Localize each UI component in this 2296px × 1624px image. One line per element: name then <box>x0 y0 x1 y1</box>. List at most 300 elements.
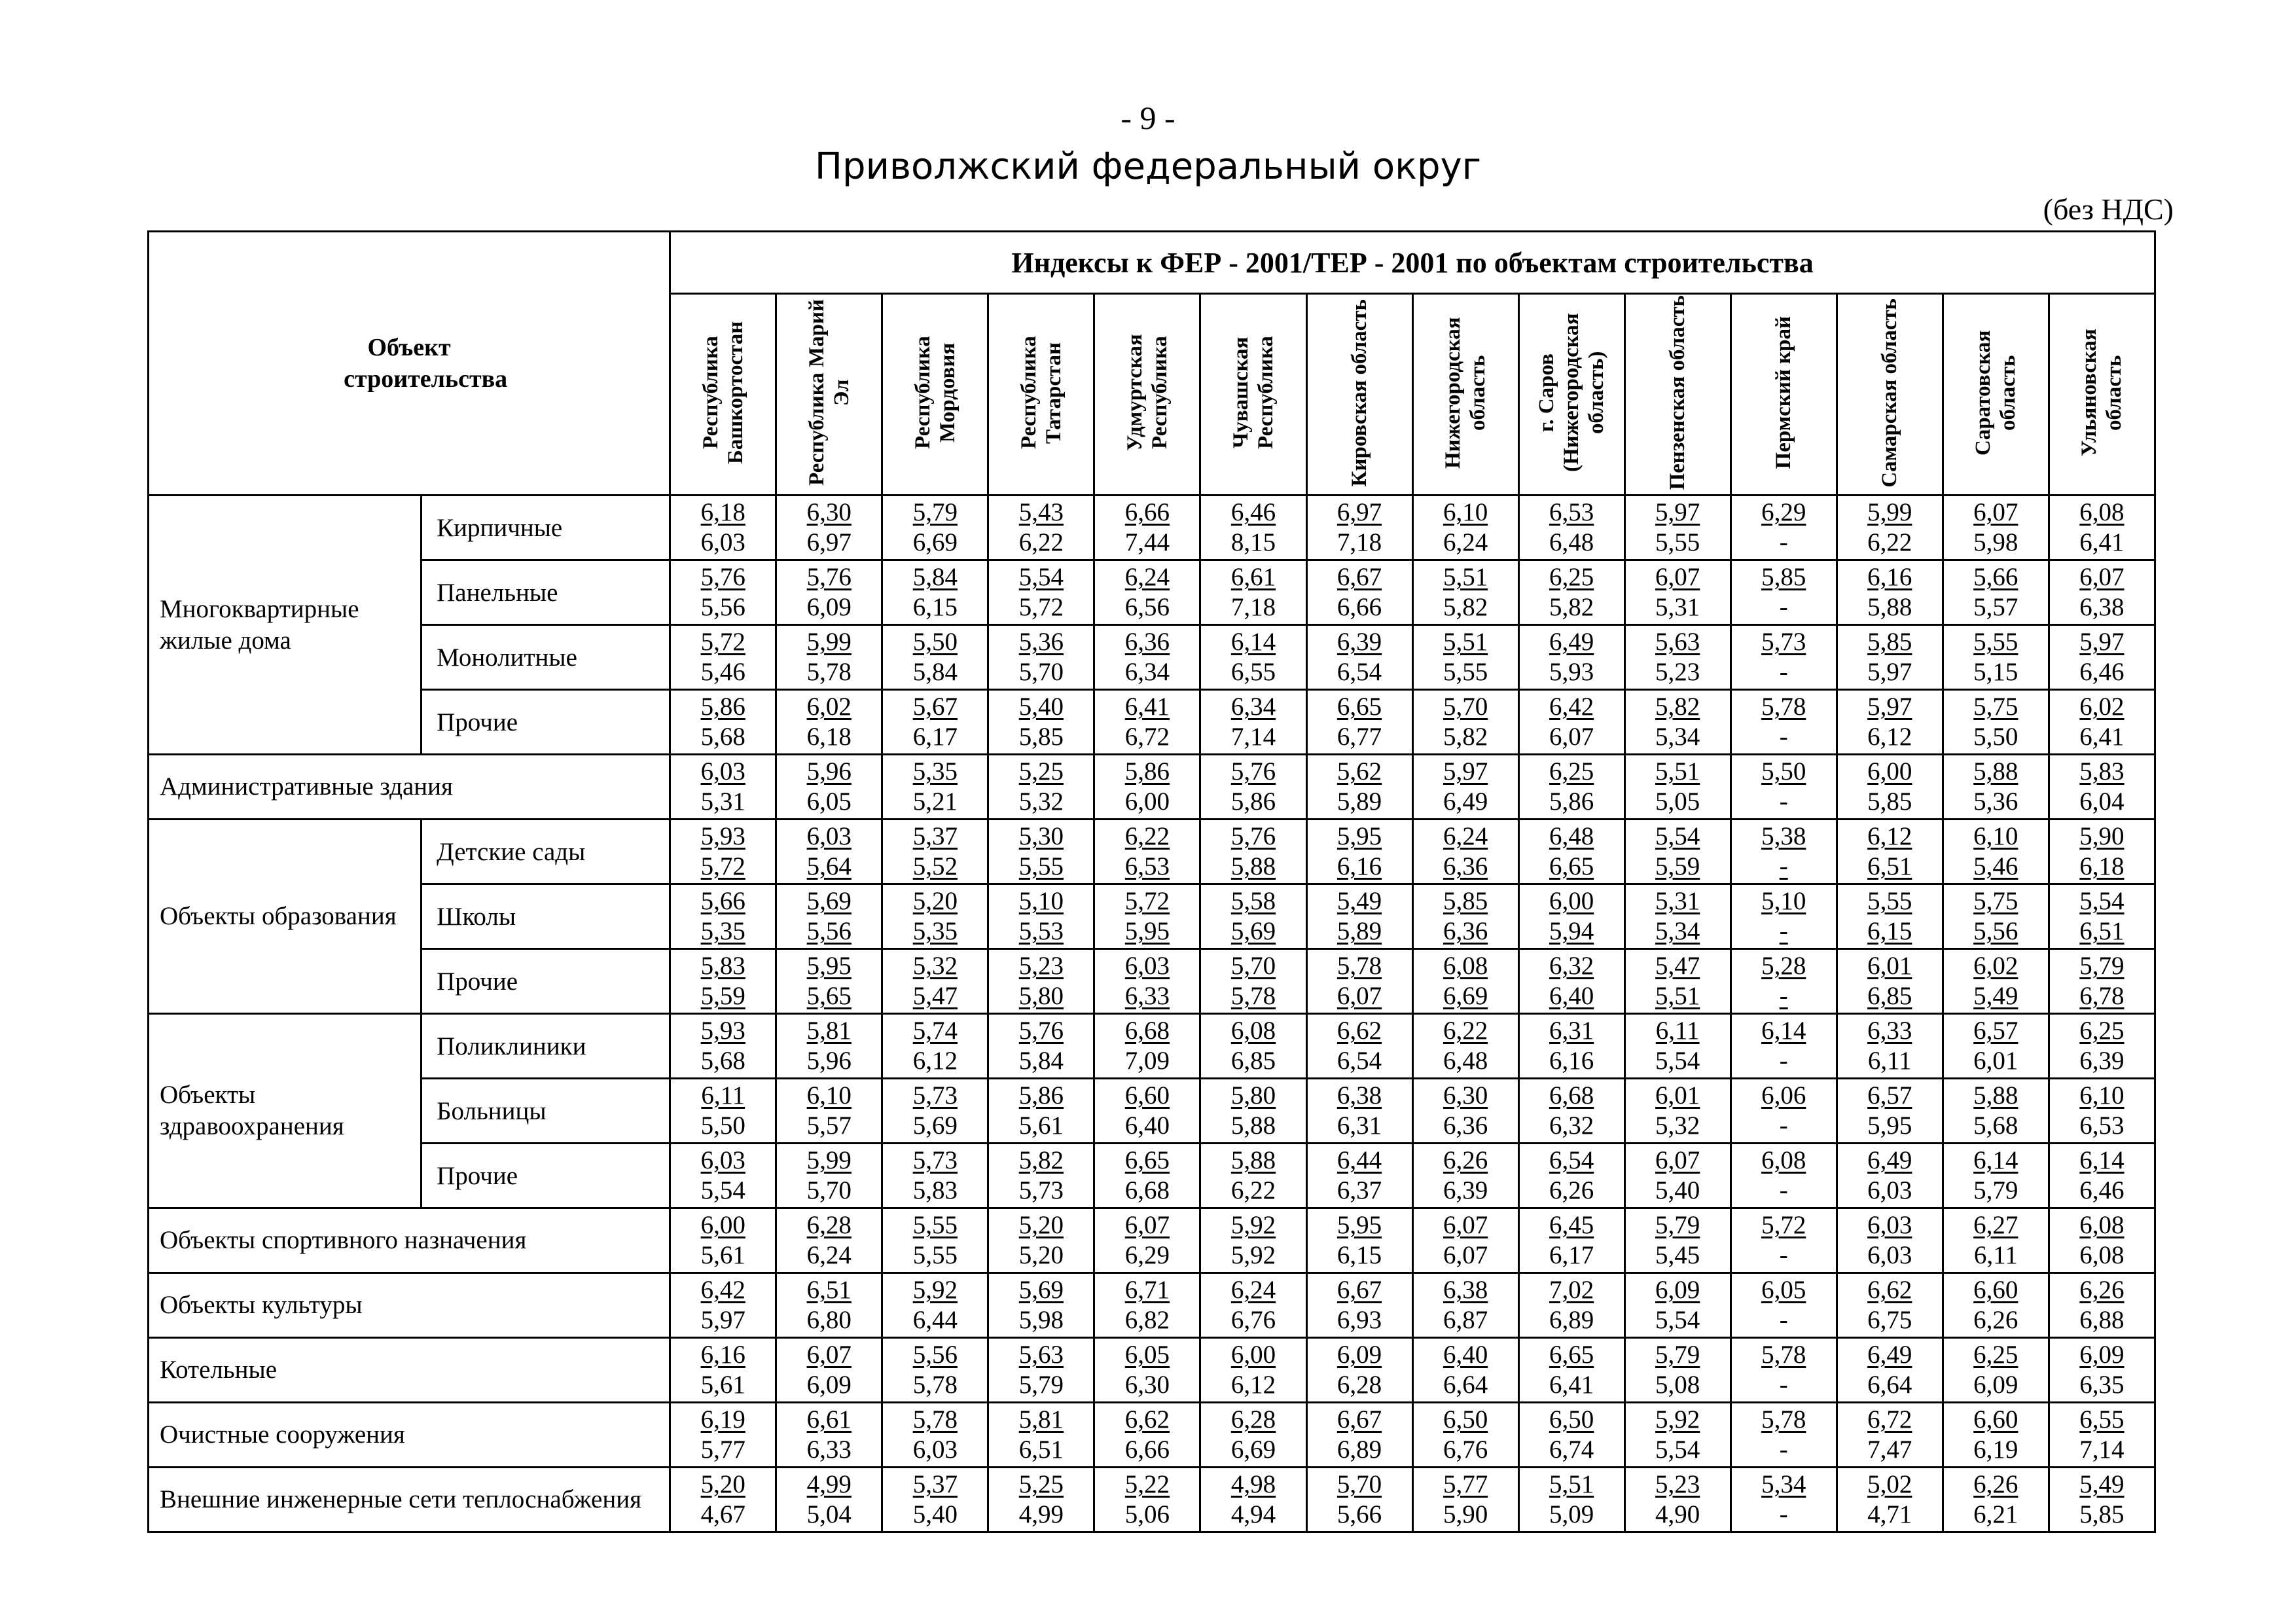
index-value-ter: - <box>1779 852 1788 880</box>
region-header-label: Республика Татарстан <box>1016 336 1066 450</box>
index-value-ter: - <box>1779 593 1788 621</box>
index-cell <box>670 1468 776 1532</box>
object-header <box>149 232 670 496</box>
index-value-fer: 6,00 <box>700 1211 745 1239</box>
index-value-fer: 6,49 <box>1867 1146 1912 1174</box>
region-header-label: Республика Башкортостан <box>698 321 747 465</box>
index-cell <box>1518 690 1624 755</box>
index-cell <box>1943 690 2049 755</box>
index-cell <box>1731 496 1837 560</box>
index-value-ter: 5,23 <box>1655 658 1700 686</box>
index-value-fer: 6,07 <box>806 1341 852 1369</box>
index-value-ter: - <box>1779 787 1788 816</box>
index-cell <box>1412 1144 1518 1208</box>
region-header <box>1200 294 1306 496</box>
index-cell <box>1624 949 1731 1014</box>
index-value-ter: 6,07 <box>1336 982 1382 1010</box>
index-value-ter: 6,17 <box>1549 1241 1594 1269</box>
index-cell <box>1624 1468 1731 1532</box>
index-cell <box>670 1273 776 1338</box>
region-header-label: Кировская область <box>1348 298 1372 487</box>
index-cell <box>988 1014 1094 1079</box>
index-value-ter: 6,39 <box>2079 1047 2125 1075</box>
index-cell <box>1518 949 1624 1014</box>
index-cell <box>1306 820 1412 884</box>
index-cell <box>1094 496 1200 560</box>
index-cell <box>776 1144 882 1208</box>
index-value-ter: 6,75 <box>1867 1306 1912 1334</box>
index-cell <box>882 625 988 690</box>
index-cell <box>1518 1273 1624 1338</box>
index-value-fer: 5,31 <box>1655 887 1700 915</box>
index-cell <box>988 1144 1094 1208</box>
index-value-fer: 6,36 <box>1124 628 1170 656</box>
index-cell <box>1094 625 1200 690</box>
index-value-fer: 6,02 <box>1973 952 2018 980</box>
index-value-fer: 5,51 <box>1549 1470 1594 1498</box>
index-value-fer: 5,83 <box>2079 757 2125 785</box>
index-value-fer: 5,83 <box>700 952 745 980</box>
index-cell <box>1943 625 2049 690</box>
index-value-ter: 5,97 <box>700 1306 745 1334</box>
index-value-fer: 6,62 <box>1124 1405 1170 1434</box>
index-cell <box>670 755 776 820</box>
index-value-fer: 6,11 <box>1655 1017 1700 1045</box>
index-value-ter: 6,12 <box>1230 1371 1276 1399</box>
index-value-ter: 6,46 <box>2079 658 2125 686</box>
index-value-fer: 5,97 <box>1655 498 1700 526</box>
index-cell <box>1200 1273 1306 1338</box>
index-value-ter: 5,78 <box>912 1371 958 1399</box>
index-cell <box>1094 949 1200 1014</box>
index-cell <box>2049 1014 2155 1079</box>
index-value-ter: 6,36 <box>1443 1111 1488 1140</box>
index-value-fer: 6,24 <box>1124 563 1170 591</box>
index-value-ter: 5,65 <box>806 982 852 1010</box>
index-value-fer: 6,44 <box>1336 1146 1382 1174</box>
index-value-ter: 6,36 <box>1443 852 1488 880</box>
index-value-ter: 5,40 <box>1655 1176 1700 1204</box>
index-value-fer: 5,92 <box>912 1276 958 1304</box>
index-value-fer: 5,49 <box>1336 887 1382 915</box>
index-cell <box>1412 1208 1518 1273</box>
index-value-fer: 6,50 <box>1443 1405 1488 1434</box>
index-cell <box>776 1079 882 1144</box>
index-cell <box>1731 884 1837 949</box>
index-value-fer: 5,76 <box>1018 1017 1064 1045</box>
index-value-fer: 5,78 <box>1336 952 1382 980</box>
index-value-fer: 5,20 <box>1018 1211 1064 1239</box>
index-cell <box>1200 496 1306 560</box>
index-value-fer: 6,60 <box>1124 1081 1170 1110</box>
index-value-fer: 6,38 <box>1443 1276 1488 1304</box>
index-value-ter: 7,18 <box>1230 593 1276 621</box>
index-cell <box>1306 496 1412 560</box>
index-value-ter: 5,34 <box>1655 723 1700 751</box>
index-value-ter: 5,70 <box>806 1176 852 1204</box>
index-cell <box>1094 1208 1200 1273</box>
index-cell <box>776 1468 882 1532</box>
index-value-ter: 5,50 <box>700 1111 745 1140</box>
index-value-ter: 5,05 <box>1655 787 1700 816</box>
subcategory-label: Монолитные <box>422 625 670 690</box>
index-value-ter: 5,84 <box>912 658 958 686</box>
index-value-ter: 5,46 <box>1973 852 2018 880</box>
index-value-ter: 6,15 <box>1336 1241 1382 1269</box>
index-value-fer: 5,86 <box>1124 757 1170 785</box>
index-cell <box>1200 820 1306 884</box>
index-value-ter: - <box>1779 1111 1788 1140</box>
category-label: Котельные <box>149 1338 670 1403</box>
index-cell <box>1943 1338 2049 1403</box>
index-cell <box>2049 755 2155 820</box>
index-cell <box>1518 755 1624 820</box>
index-value-ter: 6,17 <box>912 723 958 751</box>
index-cell <box>882 1144 988 1208</box>
index-cell <box>670 949 776 1014</box>
region-header <box>988 294 1094 496</box>
table-row <box>149 820 2155 884</box>
index-value-fer: 5,76 <box>806 563 852 591</box>
index-value-fer: 5,36 <box>1018 628 1064 656</box>
index-value-ter: 6,21 <box>1973 1500 2018 1528</box>
index-value-fer: 6,62 <box>1867 1276 1912 1304</box>
index-cell <box>1837 1208 1943 1273</box>
table-row <box>149 496 2155 560</box>
index-value-fer: 6,53 <box>1549 498 1594 526</box>
index-value-fer: 6,14 <box>1230 628 1276 656</box>
index-cell <box>1412 949 1518 1014</box>
index-cell <box>1943 884 2049 949</box>
index-value-fer: 5,70 <box>1230 952 1276 980</box>
subcategory-label: Школы <box>422 884 670 949</box>
region-header-label: Пермский край <box>1772 316 1796 469</box>
index-value-fer: 5,79 <box>1655 1211 1700 1239</box>
index-cell <box>776 560 882 625</box>
index-value-ter: 6,40 <box>1549 982 1594 1010</box>
index-cell <box>1412 820 1518 884</box>
index-value-ter: 6,03 <box>1867 1241 1912 1269</box>
index-value-ter: 5,54 <box>1655 1435 1700 1464</box>
region-header <box>1624 294 1731 496</box>
index-value-ter: 6,97 <box>806 528 852 556</box>
index-value-ter: 8,15 <box>1230 528 1276 556</box>
index-cell <box>2049 625 2155 690</box>
index-value-ter: 6,40 <box>1124 1111 1170 1140</box>
index-value-ter: 6,26 <box>1549 1176 1594 1204</box>
index-cell <box>988 949 1094 1014</box>
index-value-fer: 6,06 <box>1761 1081 1806 1110</box>
index-cell <box>988 625 1094 690</box>
index-value-ter: 5,82 <box>1443 593 1488 621</box>
index-cell <box>1200 949 1306 1014</box>
index-value-ter: 5,78 <box>806 658 852 686</box>
index-cell <box>1624 884 1731 949</box>
index-value-fer: 6,25 <box>1549 563 1594 591</box>
region-header <box>1837 294 1943 496</box>
index-value-ter: 6,69 <box>1230 1435 1276 1464</box>
index-value-ter: 5,85 <box>2079 1500 2125 1528</box>
page-number: - 9 - <box>1121 99 1175 136</box>
index-cell <box>1094 1273 1200 1338</box>
index-value-ter: 6,76 <box>1230 1306 1276 1334</box>
index-value-fer: 6,65 <box>1124 1146 1170 1174</box>
index-value-fer: 5,63 <box>1655 628 1700 656</box>
index-value-ter: 7,18 <box>1336 528 1382 556</box>
index-value-fer: 5,75 <box>1973 887 2018 915</box>
index-value-ter: 5,09 <box>1549 1500 1594 1528</box>
index-value-fer: 5,86 <box>700 693 745 721</box>
index-value-ter: 6,72 <box>1124 723 1170 751</box>
index-cell <box>1306 1273 1412 1338</box>
index-cell <box>670 1079 776 1144</box>
index-value-ter: 5,86 <box>1549 787 1594 816</box>
index-value-ter: 4,67 <box>700 1500 745 1528</box>
index-value-ter: 5,61 <box>1018 1111 1064 1140</box>
index-value-ter: 6,11 <box>1973 1241 2018 1269</box>
index-cell <box>1518 884 1624 949</box>
index-value-fer: 6,07 <box>1973 498 2018 526</box>
index-cell <box>882 884 988 949</box>
index-header: Индексы к ФЕР - 2001/ТЕР - 2001 по объектам строительства <box>670 232 2155 294</box>
index-value-ter: 6,31 <box>1336 1111 1382 1140</box>
index-value-fer: 5,97 <box>2079 628 2125 656</box>
index-cell <box>1624 560 1731 625</box>
index-value-fer: 6,67 <box>1336 1276 1382 1304</box>
index-value-ter: 5,59 <box>1655 852 1700 880</box>
index-cell <box>776 755 882 820</box>
index-cell <box>1943 496 2049 560</box>
table-row <box>149 949 2155 1014</box>
index-value-fer: 6,60 <box>1973 1276 2018 1304</box>
index-value-fer: 6,65 <box>1336 693 1382 721</box>
region-header-label: Пензенская область <box>1666 295 1690 490</box>
index-cell <box>1943 560 2049 625</box>
index-value-ter: 6,22 <box>1018 528 1064 556</box>
index-value-fer: 6,48 <box>1549 822 1594 850</box>
index-cell <box>1094 884 1200 949</box>
index-cell <box>776 1273 882 1338</box>
index-value-ter: 5,55 <box>1018 852 1064 880</box>
index-value-ter: 6,12 <box>912 1047 958 1075</box>
index-cell <box>1943 949 2049 1014</box>
index-value-fer: 5,70 <box>1336 1470 1382 1498</box>
index-cell <box>1837 1144 1943 1208</box>
table-row <box>149 1208 2155 1273</box>
index-cell <box>2049 1403 2155 1468</box>
index-value-ter: 6,80 <box>806 1306 852 1334</box>
index-value-ter: 5,06 <box>1124 1500 1170 1528</box>
index-cell <box>2049 1468 2155 1532</box>
index-value-fer: 5,47 <box>1655 952 1700 980</box>
index-value-ter: 6,32 <box>1549 1111 1594 1140</box>
index-value-fer: 6,07 <box>2079 563 2125 591</box>
index-value-fer: 6,10 <box>806 1081 852 1110</box>
index-value-fer: 6,22 <box>1443 1017 1488 1045</box>
index-cell <box>882 1079 988 1144</box>
index-value-ter: 6,66 <box>1124 1435 1170 1464</box>
index-value-ter: 6,35 <box>2079 1371 2125 1399</box>
index-cell <box>882 560 988 625</box>
index-value-ter: 6,87 <box>1443 1306 1488 1334</box>
index-value-ter: 5,36 <box>1973 787 2018 816</box>
index-value-ter: 5,08 <box>1655 1371 1700 1399</box>
index-value-ter: - <box>1779 658 1788 686</box>
index-cell <box>1837 690 1943 755</box>
index-cell <box>1306 560 1412 625</box>
index-value-fer: 6,02 <box>806 693 852 721</box>
index-value-fer: 5,23 <box>1655 1470 1700 1498</box>
index-value-fer: 5,80 <box>1230 1081 1276 1110</box>
region-header <box>2049 294 2155 496</box>
index-value-fer: 6,08 <box>1443 952 1488 980</box>
index-value-fer: 5,75 <box>1973 693 2018 721</box>
region-header <box>1412 294 1518 496</box>
index-value-fer: 6,14 <box>1761 1017 1806 1045</box>
index-cell <box>882 496 988 560</box>
index-value-ter: 6,07 <box>1443 1241 1488 1269</box>
index-value-ter: 4,71 <box>1867 1500 1912 1528</box>
index-cell <box>882 949 988 1014</box>
index-cell <box>1518 1338 1624 1403</box>
index-value-fer: 4,99 <box>806 1470 852 1498</box>
index-value-ter: 6,26 <box>1973 1306 2018 1334</box>
index-cell <box>1624 1338 1731 1403</box>
index-value-fer: 5,51 <box>1655 757 1700 785</box>
index-cell <box>1306 949 1412 1014</box>
index-value-fer: 6,32 <box>1549 952 1594 980</box>
index-value-fer: 5,85 <box>1443 887 1488 915</box>
index-value-fer: 5,73 <box>912 1081 958 1110</box>
index-cell <box>1624 690 1731 755</box>
index-value-ter: 6,54 <box>1336 1047 1382 1075</box>
index-value-fer: 6,28 <box>1230 1405 1276 1434</box>
category-label: Объекты спортивного назначения <box>149 1208 670 1273</box>
index-cell <box>1412 560 1518 625</box>
index-value-fer: 5,78 <box>912 1405 958 1434</box>
index-value-fer: 5,74 <box>912 1017 958 1045</box>
index-value-ter: 6,30 <box>1124 1371 1170 1399</box>
index-value-fer: 6,42 <box>700 1276 745 1304</box>
index-value-fer: 6,09 <box>1655 1276 1700 1304</box>
index-value-fer: 5,54 <box>1655 822 1700 850</box>
index-value-fer: 5,88 <box>1230 1146 1276 1174</box>
index-value-ter: 5,94 <box>1549 917 1594 945</box>
index-cell <box>1200 755 1306 820</box>
index-cell <box>1412 496 1518 560</box>
index-value-fer: 6,46 <box>1230 498 1276 526</box>
table-row <box>149 1468 2155 1532</box>
index-value-fer: 5,78 <box>1761 1341 1806 1369</box>
index-cell <box>1200 625 1306 690</box>
index-value-fer: 5,93 <box>700 822 745 850</box>
index-value-ter: 5,54 <box>1655 1047 1700 1075</box>
index-value-ter: 5,72 <box>1018 593 1064 621</box>
index-cell <box>1731 1338 1837 1403</box>
index-cell <box>1518 1208 1624 1273</box>
index-value-ter: 6,76 <box>1443 1435 1488 1464</box>
index-value-ter: 5,68 <box>700 723 745 751</box>
index-value-ter: 5,20 <box>1018 1241 1064 1269</box>
index-value-ter: 6,54 <box>1336 658 1382 686</box>
index-value-ter: 6,18 <box>2079 852 2125 880</box>
region-header-label: Республика Мордовия <box>910 336 960 450</box>
index-value-ter: 5,83 <box>912 1176 958 1204</box>
index-value-fer: 5,72 <box>700 628 745 656</box>
index-value-ter: 5,04 <box>806 1500 852 1528</box>
index-value-ter: 6,49 <box>1443 787 1488 816</box>
index-value-fer: 5,25 <box>1018 1470 1064 1498</box>
index-cell <box>1518 1014 1624 1079</box>
index-value-ter: 5,52 <box>912 852 958 880</box>
index-cell <box>1412 1273 1518 1338</box>
index-value-fer: 6,54 <box>1549 1146 1594 1174</box>
index-value-ter: 6,11 <box>1867 1047 1912 1075</box>
index-value-ter: 6,53 <box>2079 1111 2125 1140</box>
region-header <box>670 294 776 496</box>
index-value-fer: 6,39 <box>1336 628 1382 656</box>
index-value-fer: 6,67 <box>1336 1405 1382 1434</box>
index-value-ter: 5,89 <box>1336 787 1382 816</box>
index-cell <box>1306 1403 1412 1468</box>
index-cell <box>1306 1208 1412 1273</box>
index-value-fer: 6,65 <box>1549 1341 1594 1369</box>
index-value-ter: - <box>1779 982 1788 1010</box>
index-value-ter: 5,61 <box>700 1371 745 1399</box>
index-value-fer: 5,85 <box>1761 563 1806 591</box>
index-value-ter: 6,65 <box>1549 852 1594 880</box>
index-value-fer: 5,82 <box>1018 1146 1064 1174</box>
index-cell <box>1200 1014 1306 1079</box>
index-value-ter: 5,98 <box>1973 528 2018 556</box>
index-value-ter: 6,55 <box>1230 658 1276 686</box>
table-row <box>149 755 2155 820</box>
index-value-ter: 5,57 <box>806 1111 852 1140</box>
index-value-fer: 5,78 <box>1761 693 1806 721</box>
index-value-fer: 6,71 <box>1124 1276 1170 1304</box>
index-value-ter: 5,35 <box>700 917 745 945</box>
index-value-ter: 6,64 <box>1867 1371 1912 1399</box>
index-cell <box>670 1338 776 1403</box>
index-cell <box>1412 1338 1518 1403</box>
index-cell <box>670 1014 776 1079</box>
index-value-fer: 6,02 <box>2079 693 2125 721</box>
index-value-fer: 6,45 <box>1549 1211 1594 1239</box>
index-cell <box>882 820 988 884</box>
index-value-ter: 7,14 <box>1230 723 1276 751</box>
index-value-ter: - <box>1779 528 1788 556</box>
index-value-fer: 5,28 <box>1761 952 1806 980</box>
index-value-fer: 5,32 <box>912 952 958 980</box>
index-value-ter: 6,53 <box>1124 852 1170 880</box>
index-cell <box>1518 625 1624 690</box>
index-value-fer: 6,09 <box>1336 1341 1382 1369</box>
index-value-ter: 5,61 <box>700 1241 745 1269</box>
region-header-label: Чувашская Республика <box>1229 336 1278 450</box>
index-value-ter: 7,47 <box>1867 1435 1912 1464</box>
index-value-fer: 6,07 <box>1655 1146 1700 1174</box>
index-value-ter: 4,94 <box>1230 1500 1276 1528</box>
index-value-fer: 5,54 <box>2079 887 2125 915</box>
index-value-fer: 6,72 <box>1867 1405 1912 1434</box>
index-cell <box>1624 625 1731 690</box>
index-value-fer: 6,12 <box>1867 822 1912 850</box>
index-cell <box>1943 1208 2049 1273</box>
index-cell <box>1094 1079 1200 1144</box>
index-cell <box>2049 1144 2155 1208</box>
index-cell <box>882 690 988 755</box>
index-cell <box>2049 1079 2155 1144</box>
